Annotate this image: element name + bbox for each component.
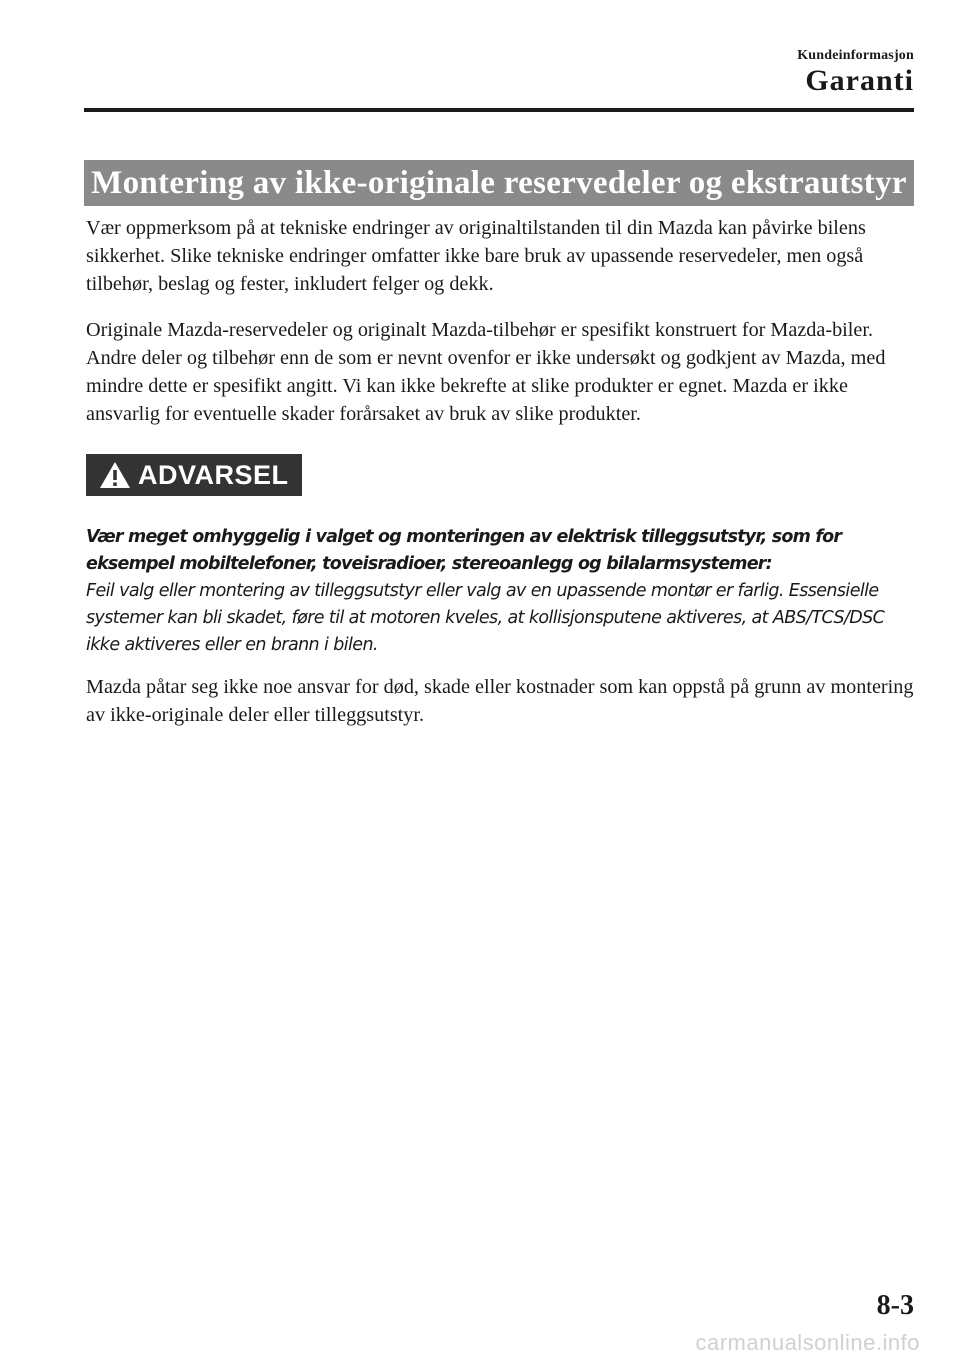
warning-bold-text: Vær meget omhyggelig i valget og monteringen av elektrisk tilleggsutstyr, som for eksempel mobiltelefoner, toveisradioer, stereoanlegg og bilalarmsystemer: [86, 527, 842, 574]
warning-triangle-icon [98, 460, 132, 490]
section-title-banner [84, 160, 914, 206]
header-rule [84, 108, 914, 112]
warning-body-text: Feil valg eller montering av tilleggsutstyr eller valg av en upassende montør er farlig. Essensielle systemer kan bli skadet, føre til at motoren kveles, at kollisjonsputene aktiveres, at ABS/TCS/DSC ikke aktiveres eller en brann i bilen. [86, 581, 885, 655]
header-title: Garanti [805, 64, 914, 97]
section-title: Montering av ikke-originale reservedeler og ekstrautstyr [91, 164, 907, 201]
content [86, 214, 914, 729]
watermark: carmanualsonline.info [695, 1330, 920, 1355]
header-section-label: Kundeinformasjon [797, 48, 914, 63]
warning-label: ADVARSEL [138, 460, 289, 490]
paragraph-1: Vær oppmerksom på at tekniske endringer av originaltilstanden til din Mazda kan påvirke bilens sikkerhet. Slike tekniske endringer omfatter ikke bare bruk av upassende reservedeler, men også tilbehør, beslag og fester, inkludert felger og dekk. [86, 217, 866, 295]
page-number: 8-3 [876, 1290, 914, 1321]
warning-text [86, 524, 914, 659]
paragraph-2: Originale Mazda-reservedeler og originalt Mazda-tilbehør er spesifikt konstruert for Mazda-biler. [86, 319, 874, 341]
closing-paragraph: Mazda påtar seg ikke noe ansvar for død, skade eller kostnader som kan oppstå på grunn av montering av ikke-originale deler eller tilleggsutstyr. [86, 676, 914, 726]
warning-badge [86, 454, 302, 496]
paragraph-3: Andre deler og tilbehør enn de som er nevnt ovenfor er ikke undersøkt og godkjent av Mazda, med mindre dette er spesifikt angitt. Vi kan ikke bekrefte at slike produkter er egnet. Mazda er ikke ansvarlig for eventuelle skader forårsaket av bruk av slike produkter. [86, 347, 886, 425]
